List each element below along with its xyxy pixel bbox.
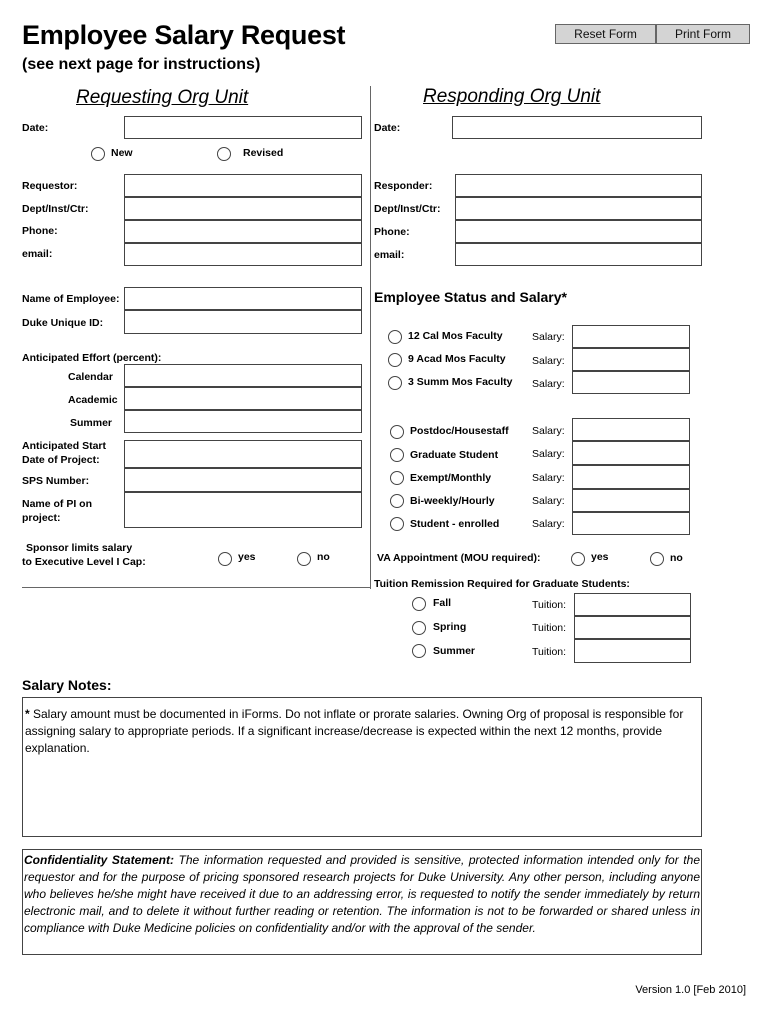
new-radio[interactable] [91, 147, 105, 161]
confidentiality-text: The information requested and provided is sensitive, protected information intended only for the requestor and for the purpose of pricing sponsored research projects for Duke University. Any other person, including anyone who believes he/she might have received it due to an addressing error, is requested to notify the sender immediately by return electronic mail, and to delete it without further reading or retention. The information is not to be forwarded or shared unless in compliance with Duke Medicine policies on confidentiality and/or with the approval of the sender. [24, 853, 700, 935]
salary-label: Salary: [532, 378, 565, 390]
salary-9acad-input[interactable] [572, 348, 690, 371]
status-3summ-label: 3 Summ Mos Faculty [408, 376, 513, 388]
salary-biweekly-input[interactable] [572, 489, 690, 512]
salary-notes-heading: Salary Notes: [22, 677, 112, 693]
salary-label: Salary: [532, 425, 565, 437]
salary-postdoc-input[interactable] [572, 418, 690, 441]
calendar-label: Calendar [68, 371, 113, 383]
tuition-label: Tuition: [532, 622, 567, 634]
salary-notes-textarea[interactable] [22, 697, 702, 837]
request-date-label: Date: [22, 122, 49, 134]
responder-input[interactable] [455, 174, 702, 197]
sponsor-no-radio[interactable] [297, 552, 311, 566]
request-email-label: email: [22, 248, 53, 260]
sponsor-yes-radio[interactable] [218, 552, 232, 566]
pi-name-label-line2: project: [22, 512, 61, 524]
confidentiality-statement [22, 849, 702, 955]
requestor-label: Requestor: [22, 180, 78, 192]
academic-effort-input[interactable] [124, 387, 362, 410]
va-yes-radio[interactable] [571, 552, 585, 566]
reset-form-button[interactable]: Reset Form [555, 24, 656, 44]
sponsor-label-line1: Sponsor limits salary [26, 542, 133, 554]
employee-name-input[interactable] [124, 287, 362, 310]
sps-number-input[interactable] [124, 468, 362, 492]
salary-notes-text: Salary amount must be documented in iForms. Do not inflate or prorate salaries. Owning Org of proposal is responsible for assigning salary to appropriate periods. If a significant increase/decrease is expected within the next 12 months, provide explanation. [25, 707, 684, 755]
confidentiality-lead: Confidentiality Statement: [24, 853, 174, 867]
sponsor-yes-label: yes [238, 551, 256, 563]
left-section-divider [22, 587, 371, 588]
tuition-label: Tuition: [532, 599, 567, 611]
employee-name-label: Name of Employee: [22, 293, 120, 305]
tuition-fall-radio[interactable] [412, 597, 426, 611]
sponsor-label-line2: to Executive Level I Cap: [22, 556, 146, 568]
va-appointment-label: VA Appointment (MOU required): [377, 552, 541, 564]
tuition-summer-input[interactable] [574, 639, 691, 663]
calendar-effort-input[interactable] [124, 364, 362, 387]
revised-radio[interactable] [217, 147, 231, 161]
tuition-summer-radio[interactable] [412, 644, 426, 658]
pi-name-label-line1: Name of PI on [22, 498, 93, 510]
status-postdoc-radio[interactable] [390, 425, 404, 439]
status-salary-heading: Employee Status and Salary* [374, 289, 567, 305]
status-9acad-label: 9 Acad Mos Faculty [408, 353, 506, 365]
summer-effort-input[interactable] [124, 410, 362, 433]
requestor-input[interactable] [124, 174, 362, 197]
pi-name-input[interactable] [124, 492, 362, 528]
request-date-input[interactable] [124, 116, 362, 139]
salary-3summ-input[interactable] [572, 371, 690, 394]
status-postdoc-label: Postdoc/Housestaff [410, 425, 509, 437]
responder-label: Responder: [374, 180, 433, 192]
start-date-input[interactable] [124, 440, 362, 468]
status-grad-label: Graduate Student [410, 449, 499, 461]
status-12cal-radio[interactable] [388, 330, 402, 344]
request-dept-input[interactable] [124, 197, 362, 220]
sps-number-label: SPS Number: [22, 475, 90, 487]
start-date-label-line1: Anticipated Start [22, 440, 107, 452]
va-no-label: no [670, 552, 683, 564]
respond-phone-label: Phone: [374, 226, 410, 238]
effort-label: Anticipated Effort (percent): [22, 352, 162, 364]
status-exempt-radio[interactable] [390, 471, 404, 485]
start-date-label-line2: Date of Project: [22, 454, 100, 466]
status-biweekly-radio[interactable] [390, 494, 404, 508]
respond-phone-input[interactable] [455, 220, 702, 243]
new-label: New [111, 147, 133, 159]
salary-12cal-input[interactable] [572, 325, 690, 348]
academic-label: Academic [68, 394, 118, 406]
page-subtitle: (see next page for instructions) [22, 56, 261, 73]
request-phone-input[interactable] [124, 220, 362, 243]
respond-date-label: Date: [374, 122, 401, 134]
salary-label: Salary: [532, 331, 565, 343]
notes-asterisk: * [25, 707, 30, 721]
tuition-label: Tuition: [532, 646, 567, 658]
salary-label: Salary: [532, 448, 565, 460]
tuition-spring-label: Spring [433, 621, 467, 633]
status-12cal-label: 12 Cal Mos Faculty [408, 330, 503, 342]
request-phone-label: Phone: [22, 225, 58, 237]
print-form-button[interactable]: Print Form [656, 24, 750, 44]
salary-label: Salary: [532, 355, 565, 367]
va-no-radio[interactable] [650, 552, 664, 566]
va-yes-label: yes [591, 551, 609, 563]
salary-label: Salary: [532, 495, 565, 507]
revised-label: Revised [243, 147, 284, 159]
tuition-heading: Tuition Remission Required for Graduate Students: [374, 578, 630, 590]
tuition-fall-label: Fall [433, 597, 452, 609]
status-9acad-radio[interactable] [388, 353, 402, 367]
salary-student-input[interactable] [572, 512, 690, 535]
duke-id-input[interactable] [124, 310, 362, 334]
salary-label: Salary: [532, 472, 565, 484]
salary-label: Salary: [532, 518, 565, 530]
respond-date-input[interactable] [452, 116, 702, 139]
request-dept-label: Dept/Inst/Ctr: [22, 203, 89, 215]
responding-org-heading: Responding Org Unit [423, 86, 601, 107]
respond-dept-input[interactable] [455, 197, 702, 220]
summer-label: Summer [70, 417, 113, 429]
status-3summ-radio[interactable] [388, 376, 402, 390]
status-biweekly-label: Bi-weekly/Hourly [410, 495, 495, 507]
column-divider [370, 86, 371, 589]
status-student-label: Student - enrolled [410, 518, 500, 530]
salary-exempt-input[interactable] [572, 465, 690, 489]
respond-dept-label: Dept/Inst/Ctr: [374, 203, 441, 215]
sponsor-no-label: no [317, 551, 330, 563]
tuition-spring-radio[interactable] [412, 621, 426, 635]
requesting-org-heading: Requesting Org Unit [76, 87, 249, 108]
salary-grad-input[interactable] [572, 441, 690, 465]
tuition-summer-label: Summer [433, 645, 476, 657]
duke-id-label: Duke Unique ID: [22, 317, 104, 329]
respond-email-input[interactable] [455, 243, 702, 266]
tuition-fall-input[interactable] [574, 593, 691, 616]
version-label: Version 1.0 [Feb 2010] [635, 984, 746, 996]
status-exempt-label: Exempt/Monthly [410, 472, 492, 484]
respond-email-label: email: [374, 249, 405, 261]
request-email-input[interactable] [124, 243, 362, 266]
status-student-radio[interactable] [390, 517, 404, 531]
page-title: Employee Salary Request [22, 20, 346, 50]
status-grad-radio[interactable] [390, 448, 404, 462]
tuition-spring-input[interactable] [574, 616, 691, 639]
